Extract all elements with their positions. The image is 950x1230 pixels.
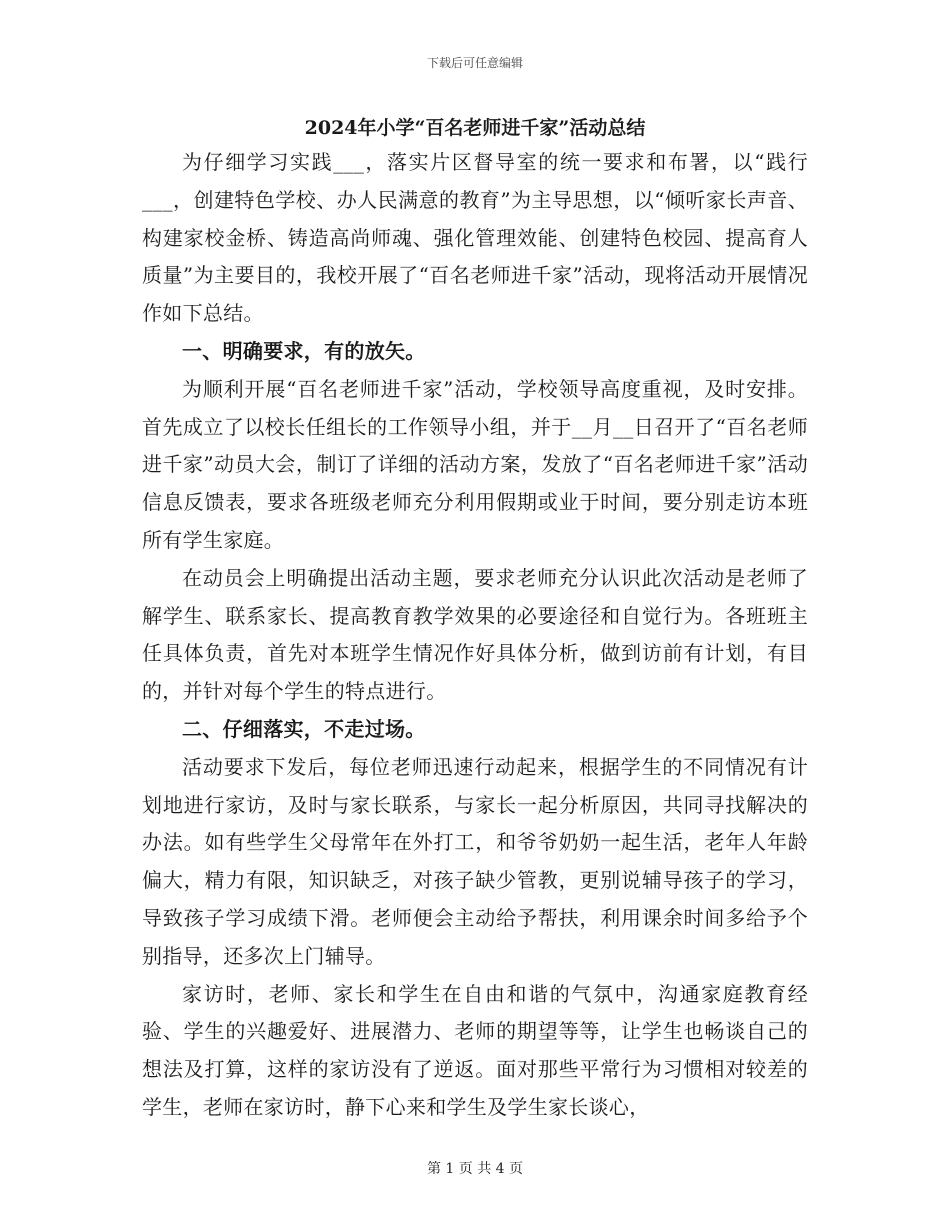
paragraph-implementation: 活动要求下发后，每位老师迅速行动起来，根据学生的不同情况有计划地进行家访，及时与家长联系，与家长一起分析原因，共同寻找解决的办法。如有些学生父母常年在外打工，和爷爷奶奶一起生活，老年人年龄偏大，精力有限，知识缺乏，对孩子缺少管教，更别说辅导孩子的学习，导致孩子学习成绩下滑。老师便会主动给予帮扶，利用课余时间多给予个别指导，还多次上门辅导。 [142,754,808,968]
paragraph-home-visit: 家访时，老师、家长和学生在自由和谐的气氛中，沟通家庭教育经验、学生的兴趣爱好、进展潜力、老师的期望等等，让学生也畅谈自己的想法及打算，这样的家访没有了逆返。面对那些平常行为习惯相对较差的学生，老师在家访时，静下心来和学生及学生家长谈心， [142,981,808,1119]
section-heading-2: 二、仔细落实，不走过场。 [182,716,426,741]
document-title: 2024年小学“百名老师进千家”活动总结 [304,117,646,139]
paragraph-intro: 为仔细学习实践___，落实片区督导室的统一要求和布署，以“践行___，创建特色学校、办人民满意的教育”为主导思想，以“倾听家长声音、构建家校金桥、铸造高尚师魂、强化管理效能、创建特色校园、提高育人质量”为主要目的，我校开展了“百名老师进千家”活动，现将活动开展情况作如下总结。 [142,150,808,326]
page-footer: 第 1 页 共 4 页 [426,1161,524,1177]
header-note: 下载后可任意编辑 [426,56,523,70]
document-body [142,144,808,1127]
paragraph-mobilization: 在动员会上明确提出活动主题，要求老师充分认识此次活动是老师了解学生、联系家长、提高教育教学效果的必要途径和自觉行为。各班班主任具体负责，首先对本班学生情况作好具体分析，做到访前有计划，有目的，并针对每个学生的特点进行。 [142,565,808,704]
section-heading-1: 一、明确要求，有的放矢。 [182,338,426,363]
paragraph-arrangement: 为顺利开展“百名老师进千家”活动，学校领导高度重视，及时安排。首先成立了以校长任组长的工作领导小组，并于__月__日召开了“百名老师进千家”动员大会，制订了详细的活动方案，发放了“百名老师进千家”活动信息反馈表，要求各班级老师充分利用假期或业于时间，要分别走访本班所有学生家庭。 [142,376,808,552]
